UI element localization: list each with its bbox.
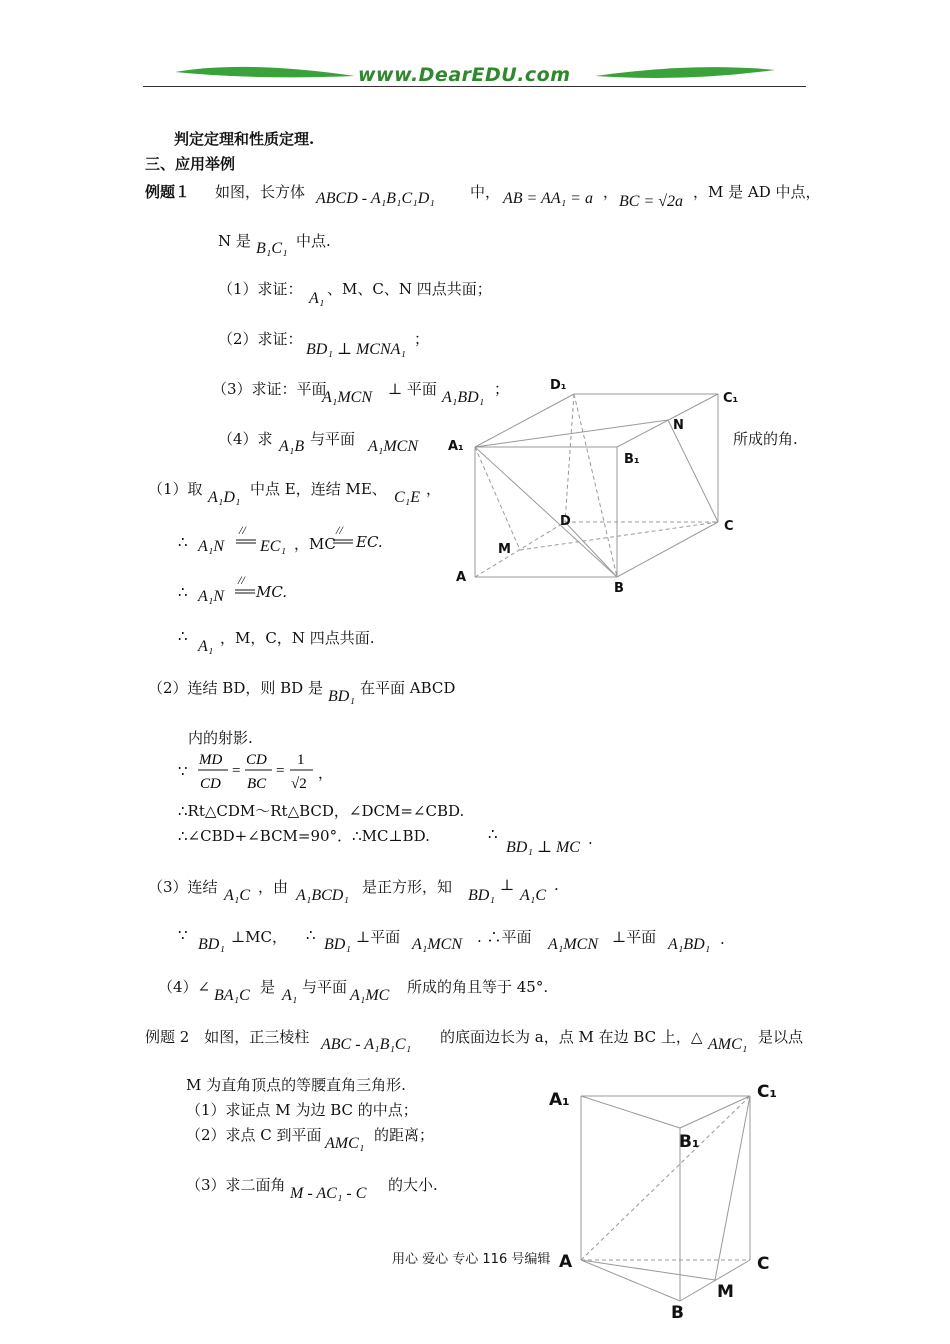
- therefore: ∴: [178, 627, 188, 645]
- header-rule: [143, 86, 806, 87]
- solution3: . ∴平面: [477, 928, 532, 946]
- label-m: M: [717, 1282, 734, 1302]
- question2: ；: [414, 330, 430, 348]
- label-b1: B₁: [624, 452, 640, 467]
- therefore: ∴: [178, 533, 188, 551]
- label-n: N: [673, 418, 684, 433]
- math-bd1: BD₁ ⊥ MCNA₁: [306, 341, 406, 358]
- example1-text: ，M 是 AD 中点，: [693, 183, 821, 201]
- example2-q2: （2）求点 C 到平面: [186, 1126, 322, 1144]
- example2-q2: 的距离；: [374, 1126, 435, 1144]
- solution1: EC.: [356, 533, 383, 551]
- example1-text: ，: [603, 183, 619, 201]
- figure-cuboid: [440, 370, 760, 595]
- solution4: 与平面: [302, 978, 348, 996]
- question3: ；: [494, 380, 510, 398]
- example1-text: 如图，长方体: [215, 183, 306, 201]
- example2-q3: （3）求二面角: [186, 1176, 286, 1194]
- solution3: ⊥: [500, 876, 515, 894]
- math-ba1c: BA₁C: [214, 987, 250, 1004]
- label-b: B: [671, 1303, 684, 1323]
- example1-text: N 是: [218, 232, 251, 250]
- label-b1: B₁: [679, 1132, 700, 1152]
- label-c: C: [724, 519, 734, 534]
- svg-text:=: =: [276, 763, 285, 779]
- svg-text://: //: [336, 523, 343, 537]
- line-ac1: [581, 1096, 750, 1260]
- math-a1mcn: A₁MCN: [548, 936, 599, 953]
- math-a1mc: A₁MC: [350, 987, 390, 1004]
- label-c: C: [757, 1254, 770, 1274]
- edge-a1d1: [475, 394, 574, 447]
- edge-a1b1: [581, 1096, 680, 1128]
- question1: （1）求证：: [218, 280, 303, 298]
- therefore: ∴: [178, 583, 188, 601]
- math-a1b: A₁B: [279, 438, 305, 455]
- label-d: D: [560, 514, 571, 529]
- line-nc: [668, 420, 718, 522]
- parallel-equal-icon: [331, 522, 355, 548]
- question3: （3）求证：平面: [212, 380, 327, 398]
- math-a1c: A₁C: [224, 887, 251, 904]
- example2-title: 例题 2 如图，正三棱柱: [145, 1028, 310, 1046]
- math-ec1: EC₁: [260, 538, 287, 555]
- edge-bc: [680, 1260, 750, 1301]
- line-a1b: [475, 447, 617, 577]
- example2-q3: 的大小.: [388, 1176, 438, 1194]
- solution3: 是正方形，知: [362, 878, 453, 896]
- solution2: （2）连结 BD，则 BD 是: [148, 679, 323, 697]
- label-b: B: [614, 581, 624, 595]
- fraction-chain: [196, 748, 316, 794]
- label-a: A: [456, 570, 467, 585]
- therefore: ∴: [488, 825, 498, 843]
- math-a1: A₁: [282, 987, 298, 1004]
- math-a1: A₁: [198, 638, 214, 655]
- frac1-num: MD: [199, 752, 223, 768]
- solution4: （4）∠: [158, 978, 211, 996]
- therefore: ∴: [306, 926, 316, 944]
- question2: （2）求证：: [218, 330, 303, 348]
- solution4: 是: [260, 978, 276, 996]
- solution1: （1）取: [148, 480, 203, 498]
- math-a1mcn: A₁MCN: [322, 389, 373, 406]
- math-a1bcd1: A₁BCD₁: [296, 887, 349, 904]
- math-amc1: AMC₁: [708, 1036, 748, 1053]
- solution4: 所成的角且等于 45°.: [407, 978, 549, 996]
- label-c1: C₁: [757, 1082, 777, 1102]
- edge-dd1: [565, 394, 574, 522]
- site-url[interactable]: www.DearEDU.com: [358, 64, 571, 86]
- math-bd1-mc: BD₁ ⊥ MC: [506, 839, 580, 856]
- question4: 所成的角.: [733, 430, 798, 448]
- math-a1n: A₁N: [198, 538, 225, 555]
- because: ∵: [178, 762, 188, 780]
- period: .: [720, 930, 725, 948]
- math-bd1: BD₁: [328, 688, 355, 705]
- svg-text://: //: [238, 573, 245, 587]
- frac2-den: BC: [247, 776, 267, 792]
- solution2-angle: ∴∠CBD+∠BCM=90°．∴MC⊥BD.: [178, 827, 430, 845]
- section-heading: 三、应用举例: [145, 155, 236, 173]
- left-leaf-icon: [175, 67, 355, 77]
- math-bd1: BD₁: [198, 936, 225, 953]
- math-a1: A₁: [309, 290, 325, 307]
- label-a: A: [559, 1252, 573, 1272]
- solution3: ，由: [258, 878, 289, 896]
- line-am: [581, 1260, 715, 1280]
- question4: 与平面: [310, 430, 356, 448]
- math-a1bd1: A₁BD₁: [442, 389, 485, 406]
- edge-b1c1: [680, 1096, 750, 1128]
- math-a1d1: A₁D₁: [208, 489, 241, 506]
- question4: （4）求: [218, 430, 273, 448]
- right-leaf-icon: [595, 67, 775, 78]
- example1-title: 例题１: [145, 183, 191, 201]
- solution1: ，: [426, 480, 442, 498]
- math-a1bd1: A₁BD₁: [668, 936, 711, 953]
- example2-text: 的底面边长为 a，点 M 在边 BC 上，△: [440, 1028, 703, 1046]
- math-bd1: BD₁: [324, 936, 351, 953]
- example1-text: 中，: [470, 183, 501, 201]
- comma: ，: [318, 764, 334, 782]
- frac1-den: CD: [200, 776, 221, 792]
- question3: ⊥ 平面: [388, 380, 437, 398]
- svg-text:=: =: [232, 763, 241, 779]
- solution2-rt: ∴Rt△CDM～Rt△BCD，∠DCM=∠CBD.: [178, 802, 465, 820]
- solution1: ，MC: [294, 535, 336, 553]
- example2-q1: （1）求证点 M 为边 BC 的中点；: [186, 1101, 418, 1119]
- solution1: 中点 E，连结 ME、: [250, 480, 387, 498]
- edge-ab: [581, 1260, 680, 1301]
- line-mc1: [715, 1096, 750, 1280]
- question1: 、M、C、N 四点共面；: [327, 280, 492, 298]
- example2-text: M 为直角顶点的等腰直角三角形.: [186, 1076, 406, 1094]
- line-a1m: [475, 447, 520, 550]
- because: ∵: [178, 926, 188, 944]
- math-bc: BC = √2a: [619, 193, 684, 210]
- parallel-equal-icon: [234, 522, 258, 548]
- math-a1c: A₁C: [520, 887, 547, 904]
- label-a1: A₁: [448, 439, 464, 454]
- solution1: MC.: [256, 583, 288, 601]
- edge-bc: [617, 522, 718, 577]
- math-c1e: C₁E: [394, 489, 421, 506]
- svg-text://: //: [239, 523, 246, 537]
- period: .: [588, 830, 593, 848]
- math-amc1: AMC₁: [325, 1135, 365, 1152]
- solution2: 在平面 ABCD: [360, 679, 456, 697]
- solution2: 内的射影.: [188, 729, 253, 747]
- intro-line: 判定定理和性质定理.: [174, 130, 315, 148]
- solution3: ⊥平面: [612, 928, 657, 946]
- page-footer: 用心 爱心 专心 116 号编辑: [392, 1252, 551, 1267]
- solution1: ，M，C，N 四点共面.: [220, 629, 375, 647]
- solution3: ⊥平面: [356, 928, 401, 946]
- math-ab: AB = AA₁ = a: [503, 190, 593, 207]
- figure-prism: [545, 1075, 790, 1325]
- solution3: ⊥MC，: [231, 928, 287, 946]
- frac2-num: CD: [246, 752, 267, 768]
- example2-text: 是以点: [758, 1028, 804, 1046]
- line-bd: [565, 522, 617, 577]
- solution3: .: [554, 876, 559, 894]
- frac3-den: √2: [291, 776, 307, 792]
- math-box: ABCD - A₁B₁C₁D₁: [316, 190, 435, 207]
- math-a1mcn: A₁MCN: [368, 438, 419, 455]
- parallel-equal-icon: [233, 572, 257, 598]
- line-mc: [520, 522, 718, 550]
- math-b1c1: B₁C₁: [256, 240, 288, 257]
- math-bd1: BD₁: [468, 887, 495, 904]
- math-dihedral: M - AC₁ - C: [290, 1185, 367, 1202]
- example1-text: 中点.: [296, 232, 331, 250]
- math-a1mcn: A₁MCN: [412, 936, 463, 953]
- solution3: （3）连结: [148, 878, 218, 896]
- label-m: M: [498, 542, 511, 557]
- math-a1n: A₁N: [198, 588, 225, 605]
- frac3-num: 1: [297, 752, 305, 768]
- label-a1: A₁: [549, 1090, 570, 1110]
- line-bd1: [574, 394, 617, 577]
- label-c1: C₁: [723, 391, 739, 406]
- math-prism: ABC - A₁B₁C₁: [321, 1036, 412, 1053]
- label-d1: D₁: [550, 378, 567, 393]
